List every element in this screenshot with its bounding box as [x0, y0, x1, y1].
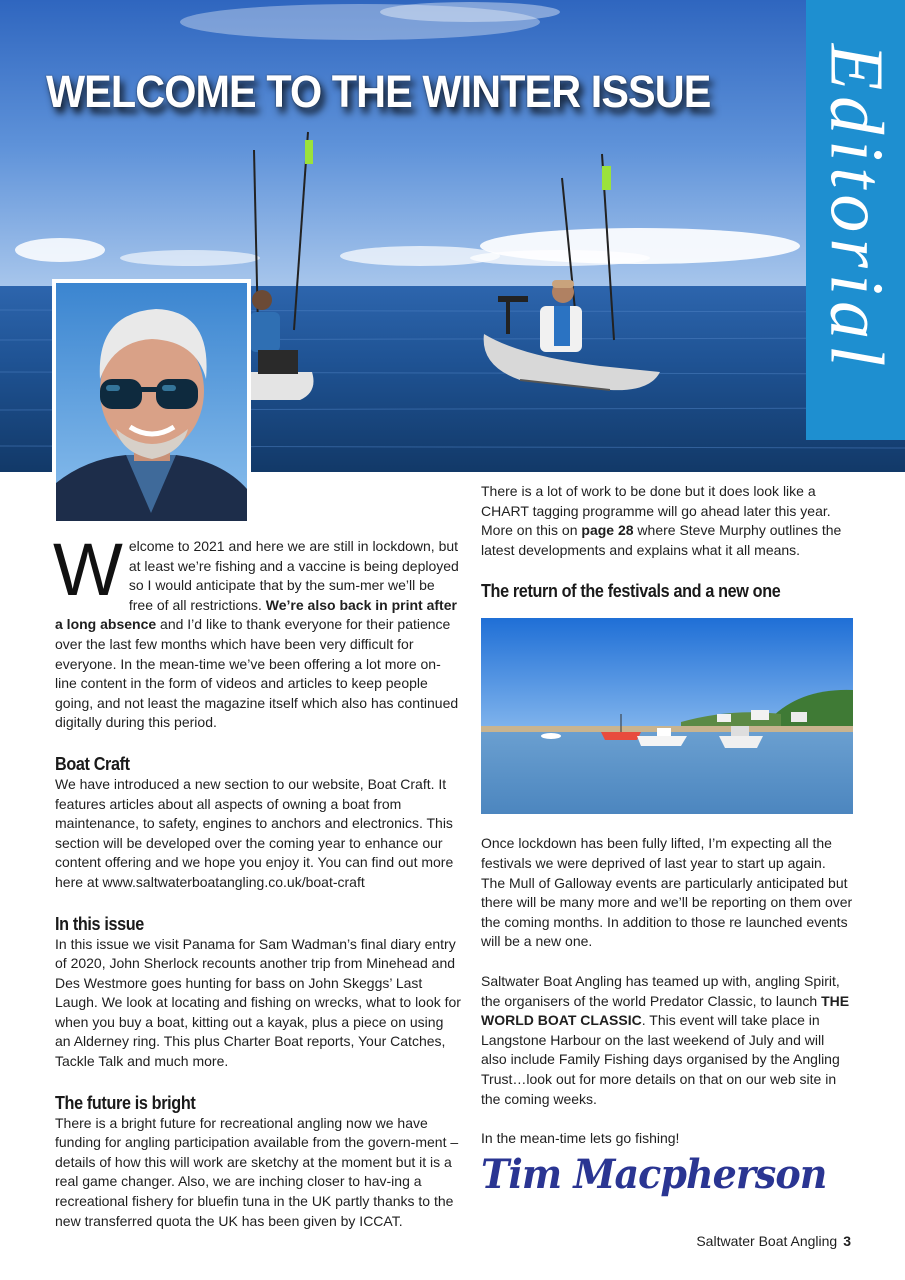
in-this-issue-heading: In this issue [55, 913, 144, 934]
future-heading: The future is bright [55, 1092, 196, 1113]
festivals-paragraph-1: Once lockdown has been fully lifted, I’m expecting all the festivals we were deprived of last year to start up again. The Mull of Galloway events are particularly anticipated but there will be many more and we’ll be reporting on them over the coming months. In addition to those re launched events will be a new one. [481, 835, 853, 950]
left-column [53, 528, 462, 1231]
intro-text-2: and I’d like to thank everyone for their patience over the last few months which have been very difficult for everyone. In the mean-time we’ve been offering a lot more on-line content in the form of videos and articles to keep people going, and not least the magazine itself which also has continued digitally during this period. [55, 616, 459, 731]
page-number: 3 [843, 1233, 851, 1249]
section-tab [806, 0, 905, 440]
in-this-issue-body: In this issue we visit Panama for Sam Wadman’s final diary entry of 2020, John Sherlock recounts another trip from Minehead and Des Westmore goes hunting for bass on John Skeggs’ Last Laugh. We look at locating and fishing on wrecks, what to look for when you buy a boat, kitting out a kayak, plus a piece on using an Alderney ring. This plus Charter Boat reports, Your Catches, Tackle Talk and much more. [55, 935, 461, 1070]
editor-portrait-image [56, 283, 247, 521]
harbour-scene-illustration [481, 618, 853, 814]
publication-name: Saltwater Boat Angling [696, 1233, 838, 1249]
boat-craft-heading: Boat Craft [55, 753, 130, 774]
world-boat-classic: THE WORLD BOAT CLASSIC [481, 992, 850, 1029]
intro-paragraph [53, 528, 462, 733]
chart-tagging-bold: page 28 [581, 522, 634, 539]
festivals-text-1: Saltwater Boat Angling has teamed up with, angling Spirit, the organisers of the world Predator Classic, to launch [481, 972, 840, 1009]
chart-tagging-text-1: There is a lot of work to be done but it does look like a CHART tagging programme will go ahead later this year. More on this on [481, 483, 831, 539]
chart-tagging-text-2: where Steve Murphy outlines the latest developments and explains what it all means. [481, 522, 842, 558]
page-footer [696, 1233, 851, 1249]
harbour-photo [481, 618, 853, 814]
page-title: WELCOME TO THE WINTER ISSUE [46, 66, 711, 117]
future-body: There is a bright future for recreational angling now we have funding for angling participation available from the govern-ment – details of how this will work are sketchy at the moment but it is a real game changer. Also, we are inching closer to hav-ing a recreational fishery for bluefin tuna in the UK partly thanks to the new transferred quota the UK has been given by ICCAT. [55, 1114, 459, 1229]
boat-craft-body: We have introduced a new section to our website, Boat Craft. It features articles about all aspects of owning a boat from maintenance, to safety, engines to anchors and electronics. This section will be developed over the coming year to enhance our content offering and we hope you enjoy it. You can find out more here at www.saltwaterboatangling.co.uk/boat-craft [55, 775, 454, 890]
editor-portrait [52, 279, 251, 525]
closing-line: In the mean-time lets go fishing! [481, 1130, 680, 1147]
right-column [481, 482, 853, 1198]
drop-cap: W [53, 528, 123, 611]
intro-text-1: elcome to 2021 and here we are still in lockdown, but at least we’re fishing and a vaccine is being deployed so I would anticipate that by the sum-mer we’ll be free of all restrictions. [128, 538, 459, 613]
festivals-text-2: . This event will take place in Langstone Harbour on the last weekend of July and will also include Family Fishing days organised by the Angling Trust…look out for more details on that on our web site in the coming weeks. [481, 1012, 840, 1107]
festivals-heading: The return of the festivals and a new one [481, 581, 781, 602]
intro-bold: We’re also back in print after a long absence [55, 596, 457, 633]
chart-tagging-paragraph [481, 482, 853, 560]
festivals-paragraph-2 [481, 972, 853, 1109]
section-tab-label: Editorial [814, 43, 898, 373]
editor-signature: Tim Macpherson [481, 1150, 827, 1198]
